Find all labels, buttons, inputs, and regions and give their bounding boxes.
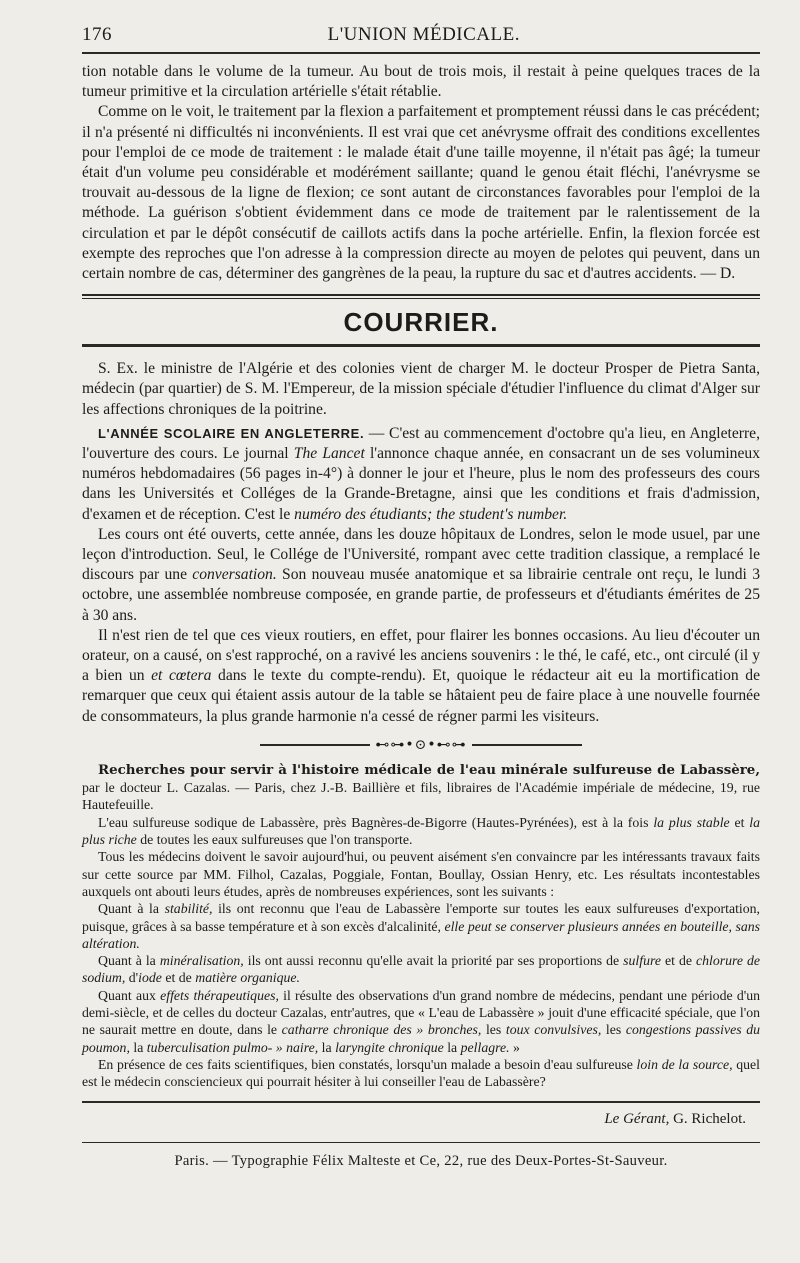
imprint-divider (82, 1142, 760, 1143)
ornamental-divider (82, 737, 760, 753)
section-title-rule (82, 344, 760, 347)
page-number: 176 (82, 24, 112, 45)
bibliography-notice (82, 761, 760, 1091)
signature-name: G. Richelot. (669, 1110, 746, 1127)
paragraph: Il n'est rien de tel que ces vieux routiers, en effet, pour flairer les bonnes occasions. Au lieu d'écouter un orateur, on a causé, on s'est rapproché, on a ravivé les anciens souvenirs : le thé, le café, etc., ont circulé (il y a bien un et cœtera dans le texte du compte-rendu). Et, quoique le rédacteur ait eu la mortification de remarquer que ceux qui étaient assis autour de la table se hâtaient peu de faire place à une nouvelle fournée de consommateurs, la plus grande harmonie n'a cessé de régner parmi les visiteurs. (82, 626, 761, 725)
paragraph: Recherches pour servir à l'histoire médicale de l'eau minérale sulfureuse de Labassère, par le docteur L. Cazalas. — Paris, chez J.-B. Baillière et fils, libraires de l'Académie impériale de médecine, 19, rue Hautefeuille. (82, 761, 760, 813)
paragraph: Comme on le voit, le traitement par la flexion a parfaitement et promptement réussi dans le cas précédent; il n'a présenté ni difficultés ni inconvénients. Il est vrai que cet anévrysme offrait des conditions excellentes pour l'emploi de ce mode de traitement : le malade était d'une taille moyenne, il n'était pas âgé; la tumeur était d'un volume peu considérable et modérément saillante; quand le genou était fléchi, l'anévrysme se trouvait au-dessous de la ligne de flexion; ce sont autant de circonstances favorables pour l'emploi de la méthode. La guérison s'obtient évidemment dans ce mode de traitement par le ralentissement de la circulation et par le dépôt consécutif de caillots actifs dans la poche artérielle. Enfin, la flexion forcée est exempte des reproches que l'on adresse à la compression directe au moyen de pelotes qui peuvent, dans un certain nombre de cas, déterminer des gangrènes de la peau, la rupture du sac et d'autres accidents. — D. (82, 103, 760, 283)
journal-name: The Lancet (293, 445, 365, 463)
paragraph: En présence de ces faits scientifiques, bien constatés, lorsqu'un malade a besoin d'eau sulfureuse loin de la source, quel est le médecin consciencieux qui pourrait hésiter à lui conseiller l'eau de Labassère? (82, 1056, 760, 1090)
paragraph: tion notable dans le volume de la tumeur. Au bout de trois mois, il restait à peine quelques traces de la tumeur primitive et la circulation artérielle s'était rétablie. (82, 63, 760, 101)
paragraph: L'eau sulfureuse sodique de Labassère, près Bagnères-de-Bigorre (Hautes-Pyrénées), est à la fois la plus stable et la plus riche de toutes les eaux sulfureuses que l'on transporte. (82, 814, 761, 848)
paragraph: Les cours ont été ouverts, cette année, dans les douze hôpitaux de Londres, selon le mode usuel, par une leçon d'introduction. Seul, le Collége de l'Université, rompant avec cette tradition classique, a remplacé le discours par une conversation. Son nouveau musée anatomique et sa librairie centrale ont reçu, le lundi 3 octobre, une assemblée nombreuse composée, en grande partie, de professeurs et d'étudiants émérites de 25 à 30 ans. (82, 525, 760, 624)
article-continuation (82, 62, 760, 284)
courrier-section (82, 359, 760, 727)
ornament-line (260, 744, 370, 746)
paragraph: Quant aux effets thérapeutiques, il résulte des observations d'un grand nombre de médecins, pendant une période d'un demi-siècle, et de celles du docteur Cazalas, entr'autres, que « L'eau de Labassère » jouit d'une efficacité spéciale, que l'on ne saurait mettre en doute, dans le catharre chronique des » bronches, les toux convulsives, les congestions passives du poumon, la tuberculisation pulmo- » naire, la laryngite chronique la pellagre. » (82, 987, 761, 1055)
paragraph: Quant à la minéralisation, ils ont aussi reconnu qu'elle avait la priorité par ses proportions de sulfure et de chlorure de sodium, d'iode et de matière organique. (82, 953, 760, 986)
printer-imprint: Paris. — Typographie Félix Malteste et Ce, 22, rue des Deux-Portes-St-Sauveur. (174, 1152, 668, 1169)
paragraph: Tous les médecins doivent le savoir aujourd'hui, ou peuvent aisément s'en convaincre par les intéressants travaux faits sur cette source par MM. Filhol, Cazalas, Poggiale, Fontan, Boullay, Ossian Henry, etc. Les résultats incontestables auxquels ont abouti leurs études, après de nombreuses expériences, sont les suivants : (82, 849, 760, 899)
ornament-glyph: ⊷⊶•⊙•⊷⊶ (375, 736, 467, 753)
paragraph: L'ANNÉE SCOLAIRE EN ANGLETERRE. — C'est au commencement d'octobre qu'a lieu, en Angleterre, l'ouverture des cours. Le journal The Lancet l'annonce chaque année, en consacrant un de ses volumineux numéros hebdomadaires (56 pages in-4°) à donner le jour et l'heure, plus le nom des professeurs des cours dans les Universités et Colléges de la Grande-Bretagne, ainsi que les conditions et frais d'admission, d'examen et de réception. C'est le numéro des étudiants; the student's number. (82, 424, 760, 523)
footer-divider (82, 1101, 760, 1103)
journal-title: L'UNION MÉDICALE. (327, 24, 520, 45)
running-head (82, 24, 760, 54)
paragraph: S. Ex. le ministre de l'Algérie et des colonies vient de charger M. le docteur Prosper de Pietra Santa, médecin (par quartier) de S. M. l'Empereur, de la mission spéciale d'étudier l'influence du climat d'Alger sur les affections chroniques de la poitrine. (82, 360, 760, 418)
section-title: COURRIER. (343, 307, 499, 338)
subsection-heading: L'ANNÉE SCOLAIRE EN ANGLETERRE. (98, 425, 365, 441)
signature-label: Le Gérant, (604, 1110, 670, 1127)
signature (82, 1111, 760, 1128)
paragraph: Quant à la stabilité, ils ont reconnu que l'eau de Labassère l'emporte sur toutes les eaux sulfureuses d'exportation, puisque, grâces à sa basse température et à son excès d'alcalinité, elle peut se conserver plusieurs années en bouteille, sans altération. (82, 901, 761, 951)
ornament-line (472, 744, 582, 746)
book-title: Recherches pour servir à l'histoire médicale de l'eau minérale sulfureuse de Labassère, (98, 761, 760, 778)
section-divider (82, 294, 760, 299)
